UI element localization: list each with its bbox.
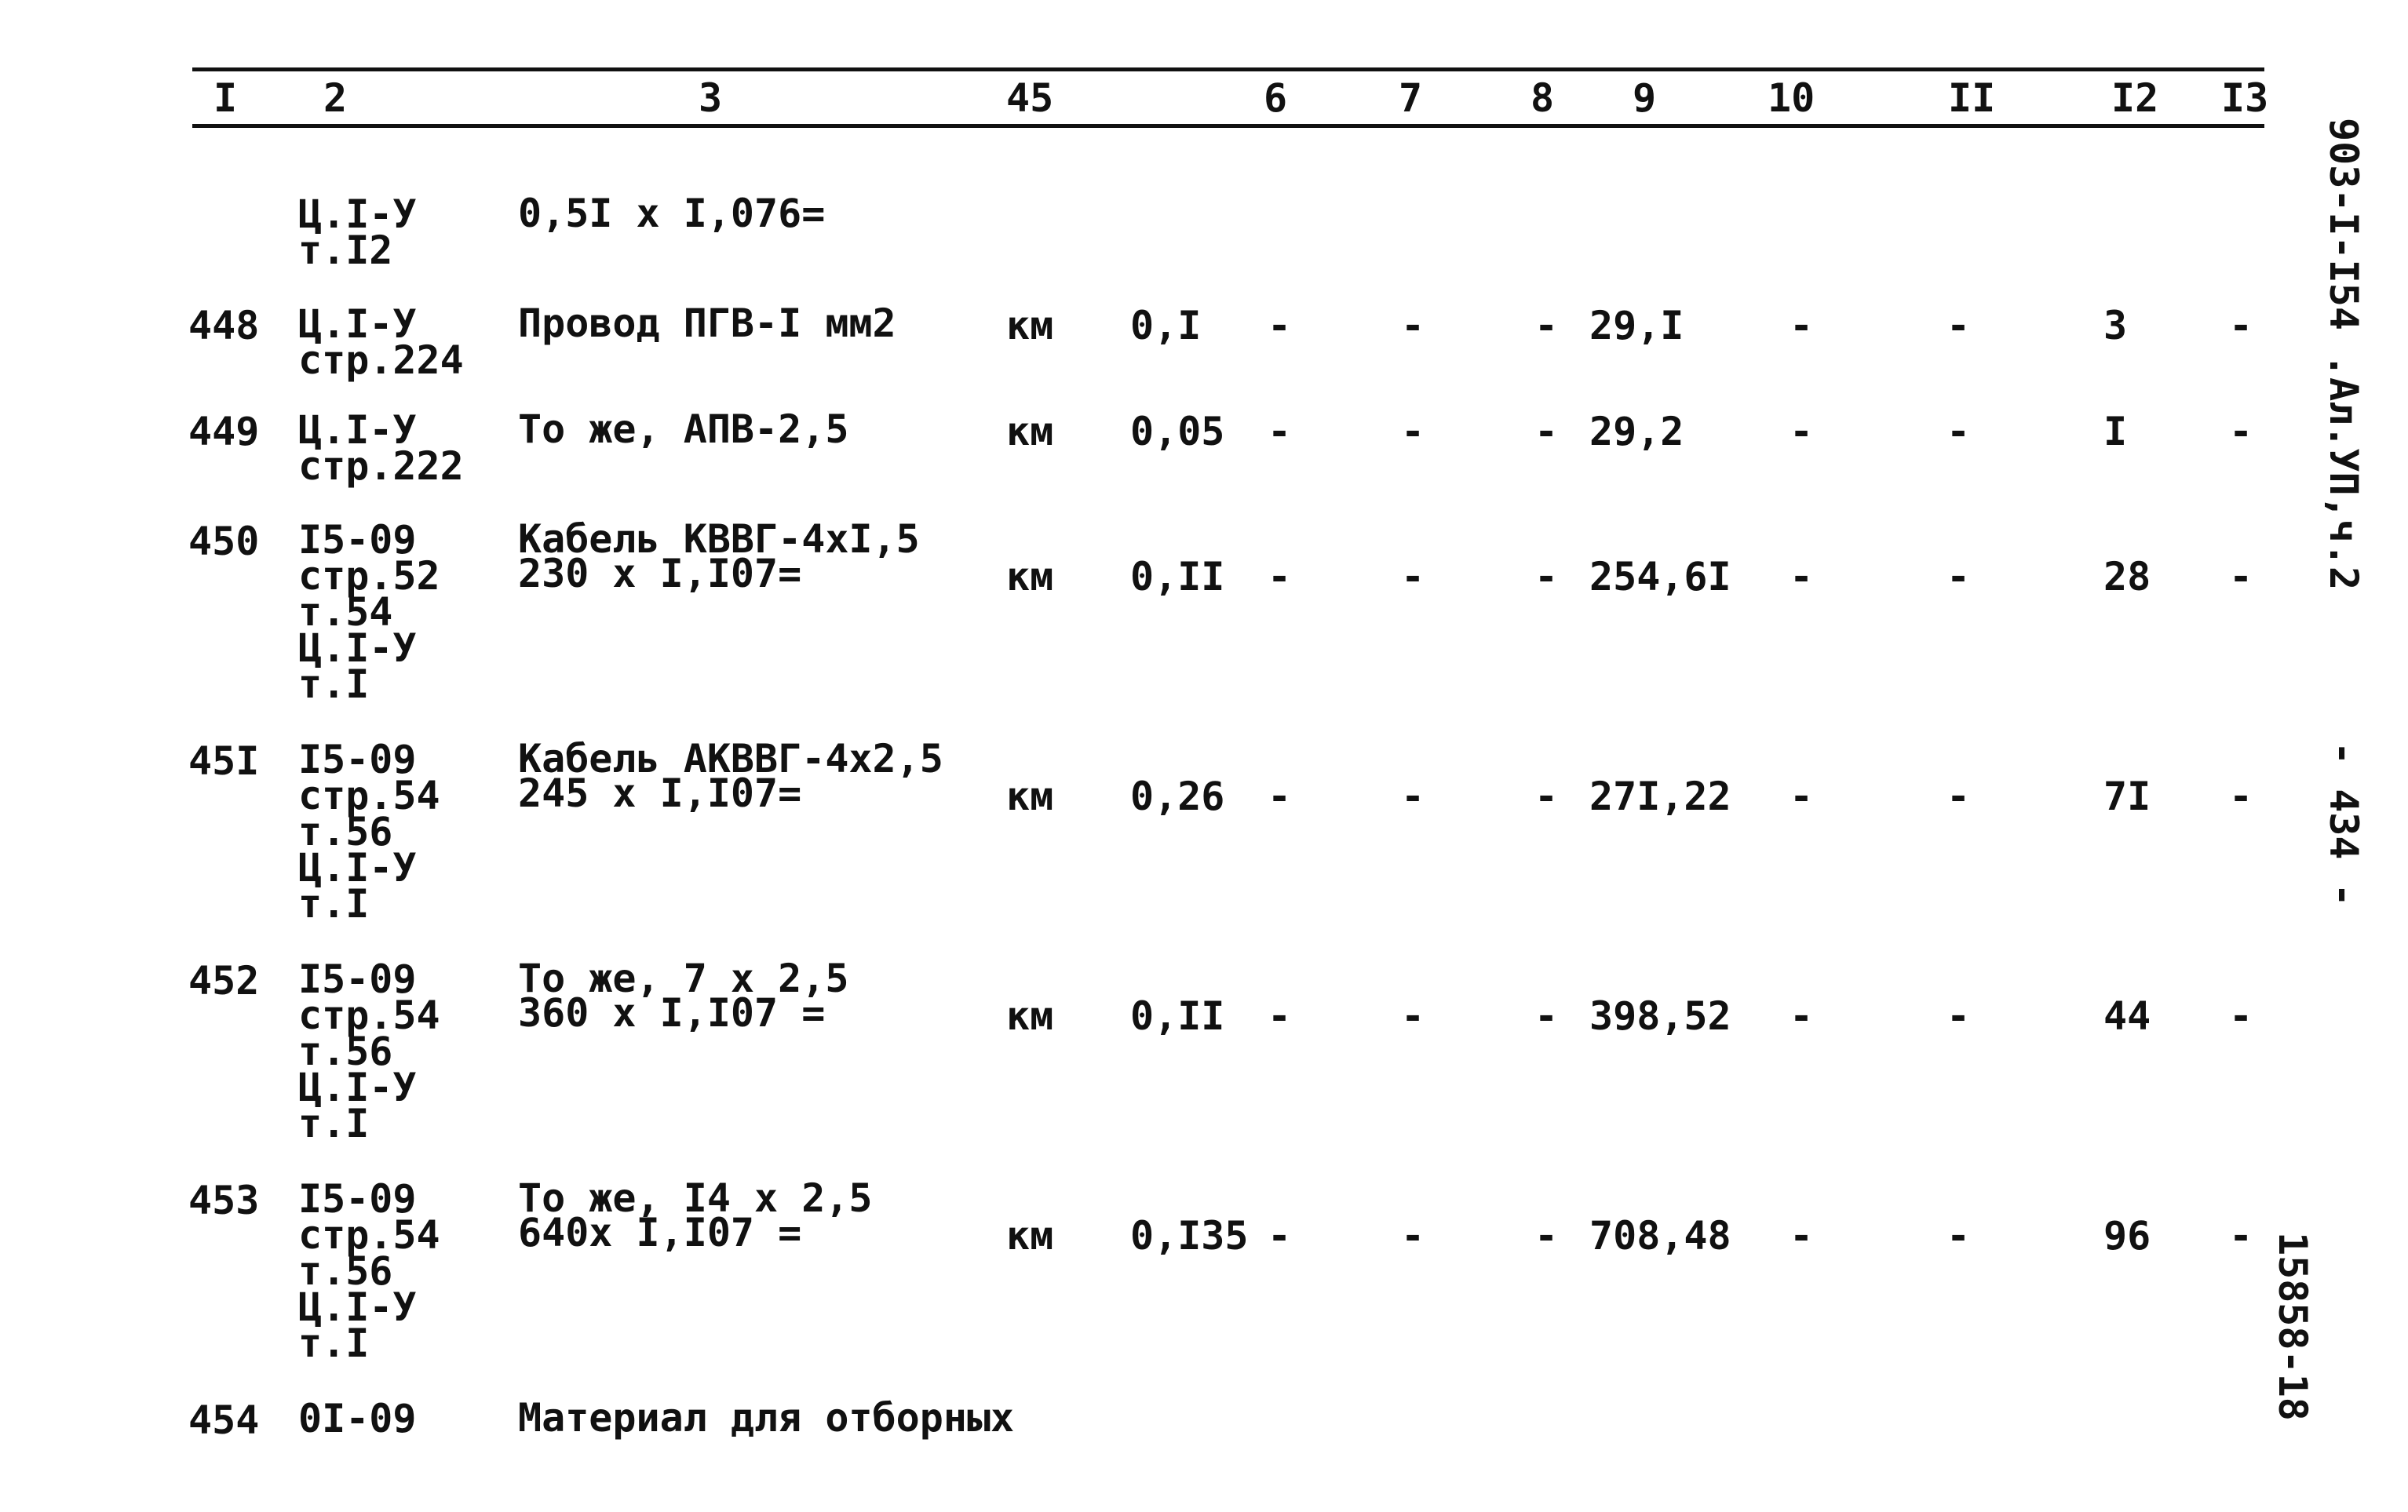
- reference-line: I5-09: [298, 1176, 417, 1222]
- column-header-12: I2: [2111, 75, 2159, 121]
- col11-cell: -: [1946, 993, 1971, 1039]
- description-line: Провод ПГВ-I мм2: [518, 301, 896, 346]
- price-cell: 27I,22: [1589, 774, 1731, 819]
- col7-cell: -: [1401, 993, 1425, 1039]
- col10-cell: -: [1790, 774, 1814, 819]
- description-cell: [518, 1175, 873, 1255]
- quantity-cell: 0,II: [1130, 993, 1225, 1039]
- reference-line: т.56: [298, 1029, 393, 1074]
- col7-cell: -: [1401, 303, 1425, 348]
- col11-cell: -: [1946, 409, 1971, 454]
- col13-cell: -: [2229, 303, 2253, 348]
- row-number: 449: [188, 409, 260, 454]
- price-cell: 254,6I: [1589, 554, 1731, 599]
- column-header-8: 8: [1531, 75, 1555, 121]
- column-header-11: II: [1948, 75, 1996, 121]
- col11-cell: -: [1946, 303, 1971, 348]
- col6-cell: -: [1268, 303, 1292, 348]
- column-header-10: 10: [1768, 75, 1815, 121]
- col13-cell: -: [2229, 774, 2253, 819]
- col10-cell: -: [1790, 409, 1814, 454]
- reference-line: I5-09: [298, 956, 417, 1002]
- col8-cell: -: [1534, 303, 1559, 348]
- col6-cell: -: [1268, 409, 1292, 454]
- reference-cell: [298, 191, 417, 273]
- reference-cell: [298, 1396, 417, 1441]
- row-number: 453: [188, 1178, 260, 1223]
- col6-cell: -: [1268, 993, 1292, 1039]
- column-header-3: 3: [699, 75, 723, 121]
- unit-cell: км: [1006, 554, 1054, 599]
- description-line: То же, 7 x 2,5: [518, 956, 849, 1001]
- col11-cell: -: [1946, 554, 1971, 599]
- reference-cell: [298, 301, 464, 383]
- reference-line: 0I-09: [298, 1396, 417, 1441]
- row-number: 448: [188, 303, 260, 348]
- col11-cell: -: [1946, 774, 1971, 819]
- col8-cell: -: [1534, 1213, 1559, 1259]
- reference-line: т.I2: [298, 228, 393, 273]
- price-cell: 29,2: [1589, 409, 1684, 454]
- column-header-2: 2: [323, 75, 348, 121]
- description-line: 0,5I x I,076=: [518, 191, 826, 236]
- col7-cell: -: [1401, 1213, 1425, 1259]
- description-line: 230 x I,I07=: [518, 551, 802, 596]
- reference-line: I5-09: [298, 517, 417, 563]
- quantity-cell: 0,I35: [1130, 1213, 1249, 1259]
- price-cell: 29,I: [1589, 303, 1684, 348]
- description-line: 360 x I,I07 =: [518, 990, 826, 1036]
- side-page-number: - 434 -: [2321, 741, 2366, 907]
- reference-line: Ц.I-У: [298, 407, 417, 453]
- description-cell: [518, 301, 896, 346]
- reference-line: т.56: [298, 809, 393, 854]
- reference-line: стр.52: [298, 553, 440, 599]
- quantity-cell: 0,II: [1130, 554, 1225, 599]
- quantity-cell: 0,26: [1130, 774, 1225, 819]
- description-line: Кабель КВВГ-4хI,5: [518, 516, 920, 562]
- reference-line: т.I: [298, 661, 370, 707]
- description-cell: [518, 406, 849, 452]
- side-stamp: 15858-18: [2270, 1232, 2315, 1421]
- unit-cell: км: [1006, 303, 1054, 348]
- reference-line: стр.54: [298, 993, 440, 1038]
- description-cell: [518, 191, 826, 236]
- reference-line: т.56: [298, 1248, 393, 1294]
- col8-cell: -: [1534, 774, 1559, 819]
- description-cell: [518, 1395, 1015, 1441]
- column-header-13: I3: [2221, 75, 2269, 121]
- reference-line: стр.224: [298, 337, 464, 383]
- total-cell: 44: [2103, 993, 2151, 1039]
- reference-line: Ц.I-У: [298, 1065, 417, 1110]
- column-header-9: 9: [1633, 75, 1657, 121]
- total-cell: 28: [2103, 554, 2151, 599]
- col10-cell: -: [1790, 993, 1814, 1039]
- col7-cell: -: [1401, 409, 1425, 454]
- col11-cell: -: [1946, 1213, 1971, 1259]
- col13-cell: -: [2229, 409, 2253, 454]
- reference-line: стр.54: [298, 773, 440, 818]
- column-header-6: 6: [1264, 75, 1288, 121]
- reference-cell: [298, 407, 464, 489]
- reference-line: Ц.I-У: [298, 1284, 417, 1330]
- col7-cell: -: [1401, 774, 1425, 819]
- col13-cell: -: [2229, 993, 2253, 1039]
- reference-line: Ц.I-У: [298, 301, 417, 347]
- description-line: 640x I,I07 =: [518, 1210, 802, 1255]
- unit-cell: км: [1006, 774, 1054, 819]
- side-doc-code: 903-I-I54 .Ал.УП,ч.2: [2321, 118, 2366, 591]
- reference-line: Ц.I-У: [298, 625, 417, 671]
- reference-line: Ц.I-У: [298, 191, 417, 237]
- col10-cell: -: [1790, 1213, 1814, 1259]
- column-header-1: I: [213, 75, 238, 121]
- col8-cell: -: [1534, 554, 1559, 599]
- description-line: То же, I4 x 2,5: [518, 1175, 873, 1221]
- reference-line: стр.222: [298, 443, 464, 489]
- col6-cell: -: [1268, 554, 1292, 599]
- top-rule: [192, 67, 2264, 71]
- reference-line: т.I: [298, 881, 370, 927]
- reference-cell: [298, 956, 440, 1146]
- col10-cell: -: [1790, 303, 1814, 348]
- reference-line: стр.54: [298, 1212, 440, 1258]
- col6-cell: -: [1268, 774, 1292, 819]
- col13-cell: -: [2229, 554, 2253, 599]
- reference-line: т.I: [298, 1101, 370, 1146]
- reference-line: Ц.I-У: [298, 845, 417, 891]
- row-number: 450: [188, 519, 260, 564]
- price-cell: 398,52: [1589, 993, 1731, 1039]
- reference-cell: [298, 517, 440, 707]
- reference-cell: [298, 1176, 440, 1366]
- description-line: Кабель АКВВГ-4х2,5: [518, 736, 943, 782]
- header-rule: [192, 124, 2264, 128]
- total-cell: 3: [2103, 303, 2128, 348]
- description-line: Материал для отборных: [518, 1395, 1015, 1441]
- reference-line: т.I: [298, 1321, 370, 1366]
- column-header-7: 7: [1399, 75, 1423, 121]
- column-header-45: 45: [1006, 75, 1054, 121]
- description-cell: [518, 516, 920, 596]
- quantity-cell: 0,I: [1130, 303, 1202, 348]
- row-number: 45I: [188, 738, 260, 784]
- row-number: 454: [188, 1397, 260, 1443]
- unit-cell: км: [1006, 409, 1054, 454]
- description-cell: [518, 956, 849, 1036]
- col13-cell: -: [2229, 1213, 2253, 1259]
- total-cell: 96: [2103, 1213, 2151, 1259]
- col8-cell: -: [1534, 409, 1559, 454]
- total-cell: I: [2103, 409, 2128, 454]
- quantity-cell: 0,05: [1130, 409, 1225, 454]
- unit-cell: км: [1006, 993, 1054, 1039]
- col10-cell: -: [1790, 554, 1814, 599]
- reference-cell: [298, 737, 440, 927]
- col8-cell: -: [1534, 993, 1559, 1039]
- row-number: 452: [188, 958, 260, 1004]
- col7-cell: -: [1401, 554, 1425, 599]
- total-cell: 7I: [2103, 774, 2151, 819]
- reference-line: т.54: [298, 589, 393, 635]
- col6-cell: -: [1268, 1213, 1292, 1259]
- reference-line: I5-09: [298, 737, 417, 782]
- description-cell: [518, 736, 943, 816]
- description-line: 245 x I,I07=: [518, 771, 802, 816]
- price-cell: 708,48: [1589, 1213, 1731, 1259]
- unit-cell: км: [1006, 1213, 1054, 1259]
- description-line: То же, АПВ-2,5: [518, 406, 849, 452]
